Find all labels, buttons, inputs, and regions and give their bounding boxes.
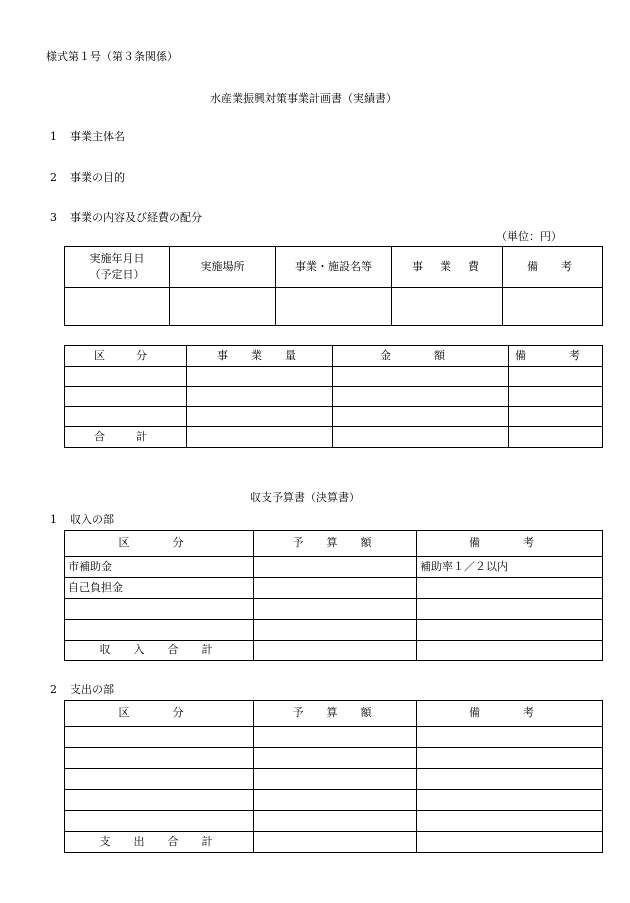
plan-cell-date [65,288,170,326]
expense-header-remarks: 備 考 [417,701,603,727]
breakdown-header-remarks: 備 考 [509,346,603,367]
table-row [65,599,603,620]
income-header-remarks: 備 考 [417,531,603,557]
table-row [65,407,603,427]
expense-table [64,700,603,853]
expense-number: 2 [50,683,57,696]
breakdown-table [64,345,603,448]
plan-cell-project [276,288,392,326]
income-table [64,530,603,661]
budget-title: 収支予算書（決算書） [250,491,360,504]
income-header-budget: 予 算 額 [254,531,417,557]
plan-header-date-line1: 実施年月日 [89,251,145,265]
plan-table [64,246,603,326]
plan-header-date-line2: （予定日） [89,268,145,281]
table-row [65,748,603,769]
income-row-note: 補助率１／２以内 [417,557,603,578]
expense-total-label: 支 出 合 計 [65,832,254,853]
section-1-number: 1 [50,130,57,143]
breakdown-total-label: 合 計 [65,427,187,448]
form-number: 様式第１号（第３条関係） [46,50,178,63]
income-row-category: 自己負担金 [65,578,254,599]
plan-cell-place [170,288,276,326]
expense-total-row [65,832,603,853]
breakdown-header-quantity: 事 業 量 [187,346,333,367]
table-row [65,578,603,599]
unit-note: （単位：円） [496,230,562,243]
table-row [65,557,603,578]
section-3-number: 3 [50,211,57,224]
table-row [65,811,603,832]
breakdown-total-row [65,427,603,448]
income-header-category: 区 分 [65,531,254,557]
income-row-category: 市補助金 [65,557,254,578]
income-total-row [65,641,603,661]
plan-header-remarks: 備 考 [503,247,603,288]
plan-table-row [65,288,603,326]
table-row [65,790,603,811]
document-title: 水産業振興対策事業計画書（実績書） [210,92,397,105]
plan-header-project: 事業・施設名等 [276,247,392,288]
income-header-row [65,531,603,557]
plan-header-date [65,247,170,288]
section-2-number: 2 [50,171,57,184]
plan-header-place: 実施場所 [170,247,276,288]
breakdown-header-amount: 金 額 [333,346,509,367]
income-total-label: 収 入 合 計 [65,641,254,661]
section-3-label: 事業の内容及び経費の配分 [70,211,202,224]
plan-table-header-row [65,247,603,288]
expense-header-category: 区 分 [65,701,254,727]
breakdown-header-row [65,346,603,367]
income-label: 収入の部 [70,513,114,526]
plan-cell-cost [392,288,503,326]
plan-cell-remarks [503,288,603,326]
table-row [65,367,603,387]
expense-label: 支出の部 [70,683,114,696]
table-row [65,387,603,407]
section-2-label: 事業の目的 [70,171,125,184]
expense-header-row [65,701,603,727]
section-1-label: 事業主体名 [70,130,125,143]
table-row [65,769,603,790]
expense-header-budget: 予 算 額 [254,701,417,727]
income-number: 1 [50,513,57,526]
table-row [65,620,603,641]
table-row [65,727,603,748]
breakdown-header-category: 区 分 [65,346,187,367]
plan-header-cost: 事 業 費 [392,247,503,288]
